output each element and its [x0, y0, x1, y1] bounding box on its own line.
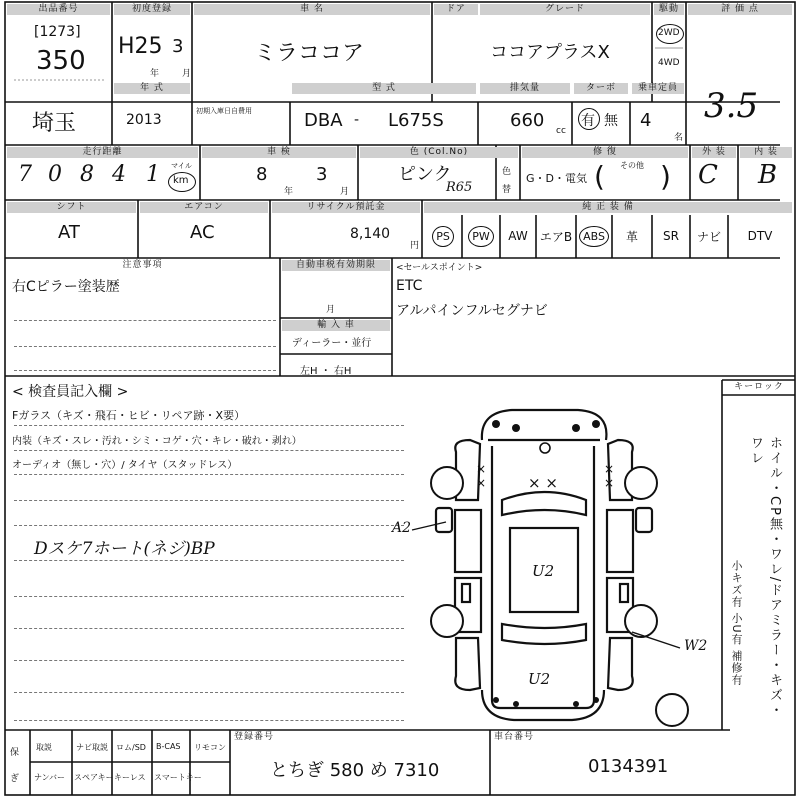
- remarks-line-3: [14, 370, 276, 371]
- model-code: L675S: [388, 110, 444, 131]
- header-color: 色 (Col.No): [360, 147, 518, 158]
- inspector-note: Dスケ7ホート(ネジ)BP: [34, 539, 215, 559]
- header-shift: シフト: [7, 202, 136, 213]
- mileage-digit-2: 0: [48, 162, 62, 187]
- inspector-line-8: [14, 628, 404, 629]
- bottom-number: ナンバー: [34, 773, 66, 782]
- first-reg-month-unit: 月: [182, 69, 192, 79]
- displacement-unit: cc: [556, 126, 566, 136]
- header-reg-no: 登録番号: [234, 732, 294, 743]
- displacement-value: 660: [510, 110, 545, 131]
- equipment-sr: SR: [663, 229, 679, 243]
- inspector-line-5: [14, 525, 404, 526]
- turbo-yes: 有: [581, 113, 595, 129]
- mileage-digit-1: 7: [18, 162, 32, 187]
- header-bottom-left: 保 ぎ: [10, 748, 20, 784]
- car-name: ミラココア: [254, 41, 365, 66]
- header-key-lock: キーロック: [724, 382, 794, 393]
- header-aircon: エアコン: [140, 202, 268, 213]
- sales-point-2: アルパインフルセグナビ: [396, 303, 548, 319]
- header-lot: 出品番号: [7, 4, 110, 15]
- header-frame-no: 車台番号: [494, 732, 554, 743]
- header-door: ドア: [434, 4, 478, 15]
- equipment-ps: PS: [432, 226, 454, 247]
- sales-point-1: ETC: [396, 278, 423, 294]
- model-separator: -: [354, 112, 360, 128]
- header-grade: グレード: [480, 4, 650, 15]
- score-value: 3.5: [704, 86, 759, 126]
- inspector-line-2: [14, 450, 404, 451]
- shift-value: AT: [58, 222, 80, 243]
- header-shaken: 車 検: [202, 147, 356, 158]
- registration-number: とちぎ 580 め 7310: [270, 760, 440, 781]
- header-first-reg: 初度登録: [114, 4, 190, 15]
- repair-other-label: その他: [620, 161, 644, 170]
- inspector-line-7: [14, 596, 404, 597]
- shaken-year-unit: 年: [284, 187, 294, 197]
- inspector-glass: Fガラス（キズ・飛石・ヒビ・リペア跡・X要）: [12, 409, 246, 422]
- shaken-year: 8: [256, 164, 268, 185]
- color-change-1: 色: [502, 167, 512, 177]
- equipment-abs: ABS: [579, 226, 609, 247]
- equipment-aw: AW: [508, 229, 528, 243]
- header-turbo: ターボ: [574, 83, 628, 94]
- header-sales-point: <セールスポイント>: [396, 263, 483, 273]
- inspector-line-3: [14, 474, 404, 475]
- inspector-audio: オーディオ（無し・穴）/ タイヤ（スタッドレス）: [12, 460, 238, 471]
- remarks-line-1: [14, 320, 276, 321]
- equipment-dtv: DTV: [747, 229, 773, 243]
- side-note-col1: ホイル・CP無・ワレ/ドアミラー・キズ・ワレ: [748, 436, 782, 719]
- import-dealer: ディーラー・並行: [292, 338, 372, 349]
- header-drive: 駆動: [654, 4, 684, 15]
- expiry-month-unit: 月: [326, 305, 336, 315]
- turbo-no: 無: [604, 113, 618, 129]
- bottom-navi-manual: ナビ取説: [76, 743, 108, 752]
- header-import: 輸 入 車: [282, 320, 390, 331]
- mark-u2-center: U2: [532, 562, 555, 580]
- equipment-leather: 革: [625, 229, 638, 244]
- aircon-value: AC: [190, 222, 215, 243]
- first-reg-era: H25: [118, 34, 163, 59]
- header-equipment: 純 正 装 備: [424, 202, 792, 213]
- repair-paren-close: ): [660, 160, 671, 193]
- mark-xx-right: × ×: [604, 462, 615, 490]
- header-inspector: < 検査員記入欄 >: [12, 384, 129, 400]
- inspector-line-6: [14, 560, 404, 561]
- bottom-manual: 取説: [36, 743, 52, 752]
- mark-a2: A2: [392, 520, 412, 536]
- header-remarks: 注意事項: [7, 260, 278, 271]
- bottom-remote: リモコン: [194, 743, 226, 752]
- inspector-line-10: [14, 692, 404, 693]
- lot-number: [1273]: [34, 24, 81, 40]
- recycle-value: 8,140: [350, 226, 391, 242]
- header-exterior: 外 装: [692, 147, 736, 158]
- header-seats: 乗車定員: [632, 83, 684, 94]
- mark-w2: W2: [684, 638, 708, 654]
- bottom-bcas: B-CAS: [156, 742, 181, 751]
- mileage-digit-5: 1: [146, 162, 160, 187]
- header-model-type: 型 式: [292, 83, 476, 94]
- inspector-line-11: [14, 720, 404, 721]
- inspector-line-4: [14, 500, 404, 501]
- header-repair: 修 復: [522, 147, 688, 158]
- drive-2wd: 2WD: [658, 28, 680, 38]
- interior-grade: B: [758, 160, 778, 190]
- inspector-line-1: [14, 425, 404, 426]
- seats-value: 4: [640, 110, 652, 131]
- first-reg-year-unit: 年: [150, 69, 160, 79]
- exterior-grade: C: [698, 160, 718, 190]
- bottom-smart-key: スマートキー: [154, 773, 202, 782]
- repair-options: G・D・電気: [526, 172, 587, 185]
- inspector-line-9: [14, 660, 404, 661]
- shaken-month: 3: [316, 164, 328, 185]
- import-handle: 左H ・ 右H: [300, 366, 352, 377]
- mileage-digit-3: 8: [80, 162, 94, 187]
- repair-paren-open: (: [594, 160, 605, 193]
- equipment-navi: ナビ: [696, 229, 721, 244]
- header-recycle: リサイクル預託金: [272, 202, 420, 213]
- header-shaken-expiry: 自動車税有効期限: [282, 260, 390, 271]
- drive-4wd: 4WD: [658, 58, 680, 68]
- equipment-pw: PW: [468, 226, 494, 247]
- remarks-text: 右Cピラー塗装歴: [12, 279, 120, 295]
- recycle-unit: 円: [410, 241, 420, 251]
- remarks-line-2: [14, 346, 276, 347]
- color-change-2: 替: [502, 185, 512, 195]
- mileage-digit-4: 4: [112, 162, 126, 187]
- year-note: 初期入庫日自費用: [196, 107, 252, 115]
- header-displacement: 排気量: [480, 83, 570, 94]
- seats-unit: 名: [674, 133, 684, 143]
- lot-sub-number: 350: [36, 46, 86, 76]
- mark-u2-rear: U2: [528, 670, 551, 688]
- grade: ココアプラスX: [490, 42, 610, 63]
- mark-xx-left: × ×: [476, 462, 487, 490]
- bottom-keyless: キーレス: [114, 773, 146, 782]
- header-car-name: 車 名: [194, 4, 430, 15]
- bottom-rom-sd: ロム/SD: [116, 743, 146, 752]
- mileage-unit-km: km: [173, 175, 189, 186]
- header-interior: 内 装: [740, 147, 792, 158]
- shaken-month-unit: 月: [340, 187, 350, 197]
- bottom-spare-key: スペアキー: [74, 773, 114, 782]
- frame-number: 0134391: [588, 756, 669, 777]
- color-code: R65: [446, 180, 473, 195]
- region: 埼玉: [32, 111, 77, 136]
- color-name: ピンク: [398, 164, 452, 185]
- mark-xx-roof: × ×: [528, 474, 558, 492]
- mileage-unit-miles: マイル: [171, 162, 192, 170]
- equipment-airbag: エアB: [539, 229, 573, 244]
- side-note-col2: 小キズ有 小U有 補修有: [730, 560, 743, 687]
- header-mileage: 走行距離: [7, 147, 198, 158]
- header-score: 評 価 点: [688, 4, 792, 15]
- model-prefix: DBA: [304, 110, 343, 131]
- inspector-interior: 内装（キズ・スレ・汚れ・シミ・コゲ・穴・キレ・破れ・剥れ）: [12, 436, 302, 447]
- first-reg-month: 3: [172, 36, 184, 57]
- year-value: 2013: [126, 112, 162, 128]
- header-year: 年 式: [114, 83, 190, 94]
